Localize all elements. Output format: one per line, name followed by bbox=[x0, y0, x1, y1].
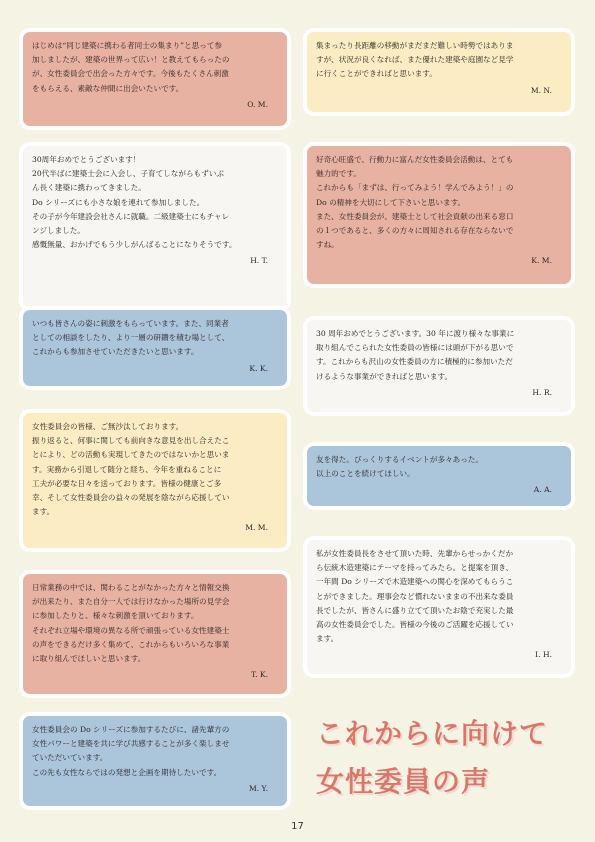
message-card bbox=[307, 446, 571, 506]
message-text: 集まったり長距離の移動がまだまだ難しい時勢ではありま すが、状況が良くなれば、また優れた建築や庭園など見学 に行くことができればと思います。 bbox=[316, 41, 514, 79]
message-card bbox=[23, 574, 287, 694]
message-text: 30周年おめでとうございます！ 20代半ばに建築士会に入会し、子育てしながらもずいぶ ん長く建築に携わってきました。 Do シリーズにも小さな娘を連れて参加しました。 その子が今年建設会社さんに就職。二級建築士にもチャレ ンジしました。 感慨無量、おかげでもう少しがんばることになりそうです。 bbox=[32, 155, 237, 250]
message-card bbox=[307, 320, 571, 412]
message-card bbox=[23, 413, 287, 548]
message-signature: I. H. bbox=[535, 650, 552, 660]
message-card bbox=[23, 32, 287, 126]
message-signature: H. R. bbox=[532, 387, 552, 397]
message-signature: T. K. bbox=[251, 670, 268, 680]
message-signature: M. N. bbox=[530, 85, 552, 95]
page-number: 17 bbox=[291, 821, 304, 832]
message-text: 私が女性委員長をさせて頂いた時、先輩からせっかくだか ら伝統木造建築にテーマを持ってみたら。と提案を頂き、 一年間 Do シリーズで木造建築への関心を深めてもらうこ とができました。理事会など慣れないままの不出来な委員 長でしたが、皆さんに盛り立てて頂いたお陰で充実した最 高の女性委員会でした。皆様の今後のご活躍を応援してい ます。 bbox=[316, 549, 514, 644]
message-signature: H. T. bbox=[250, 256, 268, 266]
message-text: 女性委員会の皆様、ご無沙汰しております。 振り返ると、何事に関しても前向きな意見を出し合えたこ とにより、どの活動も実現してきたのではないかと思いま す。実務から引退して随分と経ち、今年を重ねることに 工夫が必要な日々を送っております。皆様の健康とご多 幸、そして女性委員会の益々の発展を陰ながら応援してい ます。 bbox=[32, 422, 230, 517]
message-text: 30 周年おめでとうございます。30 年に渡り様々な事業に 取り組んでこられた女性委員の皆様には頭が下がる思いで す。これからも沢山の女性委員の方に積極的に参加いただ けるような事業ができればと思います。 bbox=[316, 329, 515, 381]
headline-line-1: これからに向けて bbox=[316, 717, 549, 750]
message-text: 友を得た。びっくりするイベントが多々あった。 以上のことを続けてほしい。 bbox=[316, 455, 483, 479]
message-text: 好奇心旺盛で、行動力に富んだ女性委員会活動は、とても 魅力的です。 これからも「まずは、行ってみよう！学んでみよう！」の Do の精神を大切にして下さいと思います。 また、女性委員会が、建築士として社会貢献の出来る窓口 の１つであると、多くの方々に周知される存在ならないで すね。 bbox=[316, 155, 514, 250]
message-card bbox=[307, 32, 571, 112]
message-card bbox=[23, 310, 287, 386]
message-text: はじめは“同じ建築に携わる者同士の集まり”と思って参 加しましたが、建築の世界って広い！と教えてもらったの が、女性委員会で出会った方々です。今後もたくさん刺激 をもらえる、素敵な仲間に出会いたいです。 bbox=[32, 41, 230, 93]
message-text: いつも皆さんの姿に刺激をもらっています。また、同業者 としての相談をしたり、より一層の研鑽を積む場として、 これからも参加させていただきたいと思います。 bbox=[32, 319, 230, 357]
message-card bbox=[307, 146, 571, 284]
message-text: 女性委員会の Do シリーズに参加するたびに、諸先輩方の 女性パワーと建築を共に学び共感することが多く楽しませ ていただいています。 この先も女性ならではの発想と企画を期待したいです。 bbox=[32, 725, 230, 777]
message-signature: M. M. bbox=[245, 523, 268, 533]
message-text: 日常業務の中では、関わることがなかった方々と情報交換 が出来たり、また自分一人では行けなかった場所の見学会 に参加したりと、様々な刺激を頂いております。 それぞれ立場や環境の異なる所で頑張っている女性建築士 の声をできるだけ多く集めて、これからもいろいろな事業 に取り組んでほしいと思います。 bbox=[32, 583, 230, 664]
message-signature: O. M. bbox=[247, 99, 268, 109]
message-card bbox=[23, 716, 287, 806]
message-card bbox=[23, 146, 287, 308]
message-card bbox=[307, 540, 571, 674]
message-signature: K. M. bbox=[531, 256, 552, 266]
headline-line-2: 女性委員の声 bbox=[316, 765, 491, 798]
message-signature: M. Y. bbox=[248, 783, 268, 793]
message-signature: A. A. bbox=[533, 485, 552, 495]
message-signature: K. K. bbox=[249, 363, 268, 373]
